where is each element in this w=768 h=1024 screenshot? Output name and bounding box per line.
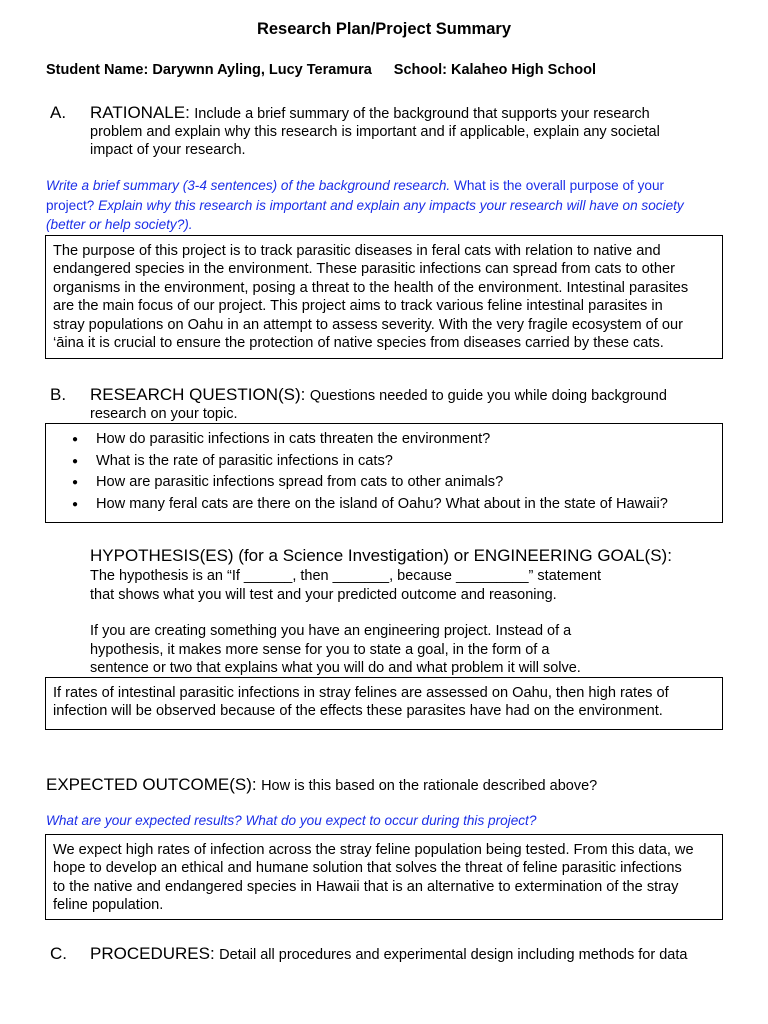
prompt-part-3: project?	[46, 197, 95, 213]
answer-line: feline population.	[53, 897, 164, 914]
instruction-line: sentence or two that explains what you will do and what problem it will solve.	[90, 660, 581, 676]
section-c-desc: Detail all procedures and experimental design including methods for data	[219, 947, 688, 963]
answer-line: organisms in the environment, posing a threat to the health of the environment. Intestinal parasites	[53, 279, 689, 296]
hypothesis-heading: HYPOTHESIS(ES) (for a Science Investigation) or ENGINEERING GOAL(S):	[90, 546, 672, 565]
answer-line: ‘āina it is crucial to ensure the protection of native species from diseases carried by these cats.	[53, 335, 664, 352]
answer-line: endangered species in the environment. These parasitic infections can spread from cats to other	[53, 261, 675, 278]
expected-desc: How is this based on the rationale described above?	[261, 778, 598, 794]
answer-line: stray populations on Oahu in an attempt to assess severity. With the very fragile ecosystem of our	[53, 316, 683, 333]
question-list	[46, 429, 714, 515]
section-c-heading-line	[90, 944, 687, 965]
question-item: ● How are parasitic infections spread from cats to other animals?	[46, 472, 714, 494]
section-c-letter: C.	[50, 944, 67, 963]
prompt-part-2: What is the overall purpose of your	[450, 178, 665, 193]
section-a-desc-line1: Include a brief summary of the background that supports your research	[194, 106, 650, 122]
expected-answer-box[interactable]	[45, 834, 723, 920]
section-b-heading-line	[90, 385, 667, 406]
section-b-letter: B.	[50, 385, 67, 404]
research-questions-box[interactable]	[45, 423, 723, 523]
instruction-line: that shows what you will test and your predicted outcome and reasoning.	[90, 586, 557, 603]
student-name: Student Name: Darywnn Ayling, Lucy Teramura	[46, 62, 372, 78]
question-item: ● What is the rate of parasitic infections in cats?	[46, 451, 714, 473]
answer-line: infection will be observed because of the effects these parasites have had on the environment.	[53, 703, 663, 720]
prompt-part-5: (better or help society?).	[46, 217, 193, 232]
section-b-desc-line1: Questions needed to guide you while doing background	[309, 388, 667, 404]
section-c-heading: PROCEDURES:	[90, 944, 215, 963]
student-school-line	[46, 62, 596, 78]
answer-line: to the native and endangered species in Hawaii that is an alternative to extermination of the stray	[53, 878, 679, 895]
answer-line: hope to develop an ethical and humane solution that solves the threat of feline parasitic infections	[53, 860, 682, 877]
question-item: ● How many feral cats are there on the island of Oahu? What about in the state of Hawaii?	[46, 494, 714, 516]
answer-line: We expect high rates of infection across the stray feline population being tested. From this data, we	[53, 842, 694, 858]
section-b-heading: RESEARCH QUESTION(S):	[90, 385, 306, 404]
answer-line: The purpose of this project is to track parasitic diseases in feral cats with relation to native and	[53, 243, 661, 259]
section-a-heading: RATIONALE:	[90, 103, 190, 122]
hypothesis-instructions-1	[90, 567, 601, 604]
document-title: Research Plan/Project Summary	[256, 20, 512, 38]
expected-heading-line	[46, 775, 597, 796]
instruction-line: The hypothesis is an “If ______, then _______, because _________” statement	[90, 568, 602, 584]
answer-line: are the main focus of our project. This project aims to track various feline intestinal parasites in	[53, 298, 663, 315]
instruction-line: If you are creating something you have an engineering project. Instead of a	[90, 623, 572, 639]
section-a-prompt	[46, 176, 736, 235]
hypothesis-instructions-2	[90, 622, 581, 678]
answer-line: If rates of intestinal parasitic infections in stray felines are assessed on Oahu, then high rates of	[53, 685, 669, 701]
expected-heading: EXPECTED OUTCOME(S):	[46, 775, 257, 794]
rationale-answer-box[interactable]	[45, 235, 723, 359]
school-name: School: Kalaheo High School	[393, 62, 596, 78]
section-b-desc-line2: research on your topic.	[90, 406, 238, 422]
section-a-heading-line	[90, 103, 650, 124]
section-a-desc-line3: impact of your research.	[90, 142, 246, 158]
prompt-part-4: Explain why this research is important and explain any impacts your research will have on society	[94, 197, 684, 213]
prompt-part-1: Write a brief summary (3-4 sentences) of the background research.	[46, 178, 451, 193]
section-a-desc-line2: problem and explain why this research is important and if applicable, explain any societal	[90, 124, 660, 140]
expected-prompt-text: What are your expected results? What do you expect to occur during this project?	[46, 813, 537, 828]
hypothesis-answer-box[interactable]	[45, 677, 723, 730]
instruction-line: hypothesis, it makes more sense for you to state a goal, in the form of a	[90, 641, 550, 658]
section-a-letter: A.	[50, 103, 67, 122]
question-item: ● How do parasitic infections in cats threaten the environment?	[46, 429, 714, 451]
expected-prompt	[46, 811, 536, 831]
